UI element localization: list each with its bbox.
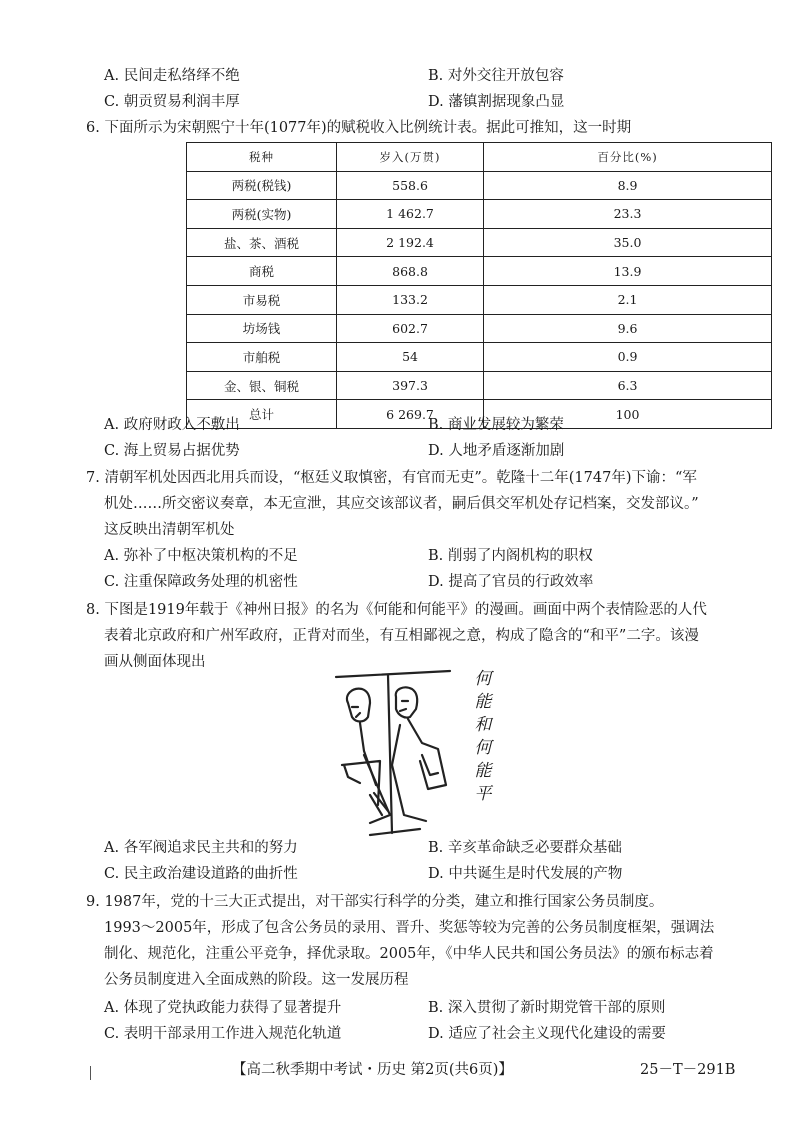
q5-option-b[interactable]: B. 对外交往开放包容 — [428, 68, 564, 84]
table-cell: 558.6 — [336, 171, 483, 200]
table-cell: 商税 — [187, 257, 337, 286]
table-row — [187, 285, 772, 314]
cartoon-illustration — [330, 665, 490, 840]
table-cell: 总计 — [187, 400, 337, 429]
table-row — [187, 371, 772, 400]
q5-option-c[interactable]: C. 朝贡贸易利润丰厚 — [104, 94, 240, 110]
table-row — [187, 171, 772, 200]
page-footer-code: 25－T－291B — [640, 1062, 736, 1078]
q6-option-a[interactable]: A. 政府财政入不敷出 — [104, 417, 240, 433]
cartoon-caption-char: 平 — [474, 784, 492, 804]
margin-tick — [90, 1066, 91, 1080]
table-cell: 两税(税钱) — [187, 171, 337, 200]
q7-option-b[interactable]: B. 削弱了内阁机构的职权 — [428, 548, 593, 564]
q8-stem-line2: 表着北京政府和广州军政府，正背对而坐，有互相鄙视之意，构成了隐含的“和平”二字。该漫 — [104, 628, 699, 644]
q6-option-d[interactable]: D. 人地矛盾逐渐加剧 — [428, 443, 565, 459]
table-header-row — [187, 143, 772, 172]
q6-stem: 6. 下面所示为宋朝熙宁十年(1077年)的赋税收入比例统计表。据此可推知，这一时期 — [86, 120, 632, 136]
q9-option-a[interactable]: A. 体现了党执政能力获得了显著提升 — [104, 1000, 342, 1016]
table-cell: 8.9 — [484, 171, 772, 200]
table-header-cell: 税种 — [187, 143, 337, 172]
table-cell: 602.7 — [336, 314, 483, 343]
q7-option-c[interactable]: C. 注重保障政务处理的机密性 — [104, 574, 298, 590]
q8-stem-line3: 画从侧面体现出 — [104, 654, 206, 670]
cartoon-caption-char: 和 — [474, 715, 492, 735]
page-footer-label: 【高二秋季期中考试・历史 第2页(共6页)】 — [232, 1062, 513, 1078]
table-cell: 2.1 — [484, 285, 772, 314]
cartoon-caption — [470, 668, 496, 806]
cartoon-caption-char: 能 — [474, 761, 492, 781]
q9-option-c[interactable]: C. 表明干部录用工作进入规范化轨道 — [104, 1026, 342, 1042]
table-cell: 133.2 — [336, 285, 483, 314]
q7-stem-line3: 这反映出清朝军机处 — [104, 522, 235, 538]
q5-option-a[interactable]: A. 民间走私络绎不绝 — [104, 68, 240, 84]
q8-option-d[interactable]: D. 中共诞生是时代发展的产物 — [428, 866, 623, 882]
table-cell: 市易税 — [187, 285, 337, 314]
table-cell: 9.6 — [484, 314, 772, 343]
q8-option-a[interactable]: A. 各军阀追求民主共和的努力 — [104, 840, 298, 856]
table-cell: 0.9 — [484, 343, 772, 372]
q9-option-d[interactable]: D. 适应了社会主义现代化建设的需要 — [428, 1026, 666, 1042]
q7-option-d[interactable]: D. 提高了官员的行政效率 — [428, 574, 594, 590]
cartoon-caption-char: 何 — [474, 669, 492, 689]
table-cell: 6.3 — [484, 371, 772, 400]
q7-stem-line1: 7. 清朝军机处因西北用兵而设，“枢廷义取慎密，有官而无吏”。乾隆十二年(1747年)下谕：“军 — [86, 470, 697, 486]
table-row — [187, 257, 772, 286]
q6-option-c[interactable]: C. 海上贸易占据优势 — [104, 443, 240, 459]
table-header-cell: 百分比(%) — [484, 143, 772, 172]
tax-revenue-table — [186, 142, 772, 429]
table-cell: 13.9 — [484, 257, 772, 286]
table-cell: 868.8 — [336, 257, 483, 286]
q7-option-a[interactable]: A. 弥补了中枢决策机构的不足 — [104, 548, 298, 564]
table-row — [187, 228, 772, 257]
cartoon-caption-char: 能 — [474, 692, 492, 712]
q9-stem-line1: 9. 1987年，党的十三大正式提出，对干部实行科学的分类，建立和推行国家公务员制度。 — [86, 894, 664, 910]
table-header-cell: 岁入(万贯) — [336, 143, 483, 172]
q9-stem-line2: 1993～2005年，形成了包含公务员的录用、晋升、奖惩等较为完善的公务员制度框架，强调法 — [104, 920, 715, 936]
table-cell: 54 — [336, 343, 483, 372]
q8-stem-line1: 8. 下图是1919年载于《神州日报》的名为《何能和何能平》的漫画。画面中两个表情险恶的人代 — [86, 602, 707, 618]
table-row — [187, 314, 772, 343]
table-row — [187, 200, 772, 229]
q9-stem-line4: 公务员制度进入全面成熟的阶段。这一发展历程 — [104, 972, 409, 988]
q9-stem-line3: 制化、规范化，注重公平竞争，择优录取。2005年，《中华人民共和国公务员法》的颁布标志着 — [104, 946, 714, 962]
table-cell: 100 — [484, 400, 772, 429]
table-cell: 397.3 — [336, 371, 483, 400]
q9-option-b[interactable]: B. 深入贯彻了新时期党管干部的原则 — [428, 1000, 666, 1016]
table-cell: 两税(实物) — [187, 200, 337, 229]
table-row — [187, 343, 772, 372]
table-cell: 2 192.4 — [336, 228, 483, 257]
q7-stem-line2: 机处……所交密议奏章，本无宣泄，其应交该部议者，嗣后俱交军机处存记档案，交发部议。” — [104, 496, 699, 512]
table-cell: 23.3 — [484, 200, 772, 229]
q6-option-b[interactable]: B. 商业发展较为繁荣 — [428, 417, 564, 433]
q8-option-c[interactable]: C. 民主政治建设道路的曲折性 — [104, 866, 298, 882]
table-cell: 35.0 — [484, 228, 772, 257]
table-cell: 金、银、铜税 — [187, 371, 337, 400]
table-cell: 1 462.7 — [336, 200, 483, 229]
table-cell: 6 269.7 — [336, 400, 483, 429]
table-cell: 坊场钱 — [187, 314, 337, 343]
table-body — [187, 171, 772, 428]
q5-option-d[interactable]: D. 藩镇割据现象凸显 — [428, 94, 565, 110]
cartoon-caption-char: 何 — [474, 738, 492, 758]
q8-option-b[interactable]: B. 辛亥革命缺乏必要群众基础 — [428, 840, 622, 856]
table-cell: 盐、茶、酒税 — [187, 228, 337, 257]
table-cell: 市舶税 — [187, 343, 337, 372]
